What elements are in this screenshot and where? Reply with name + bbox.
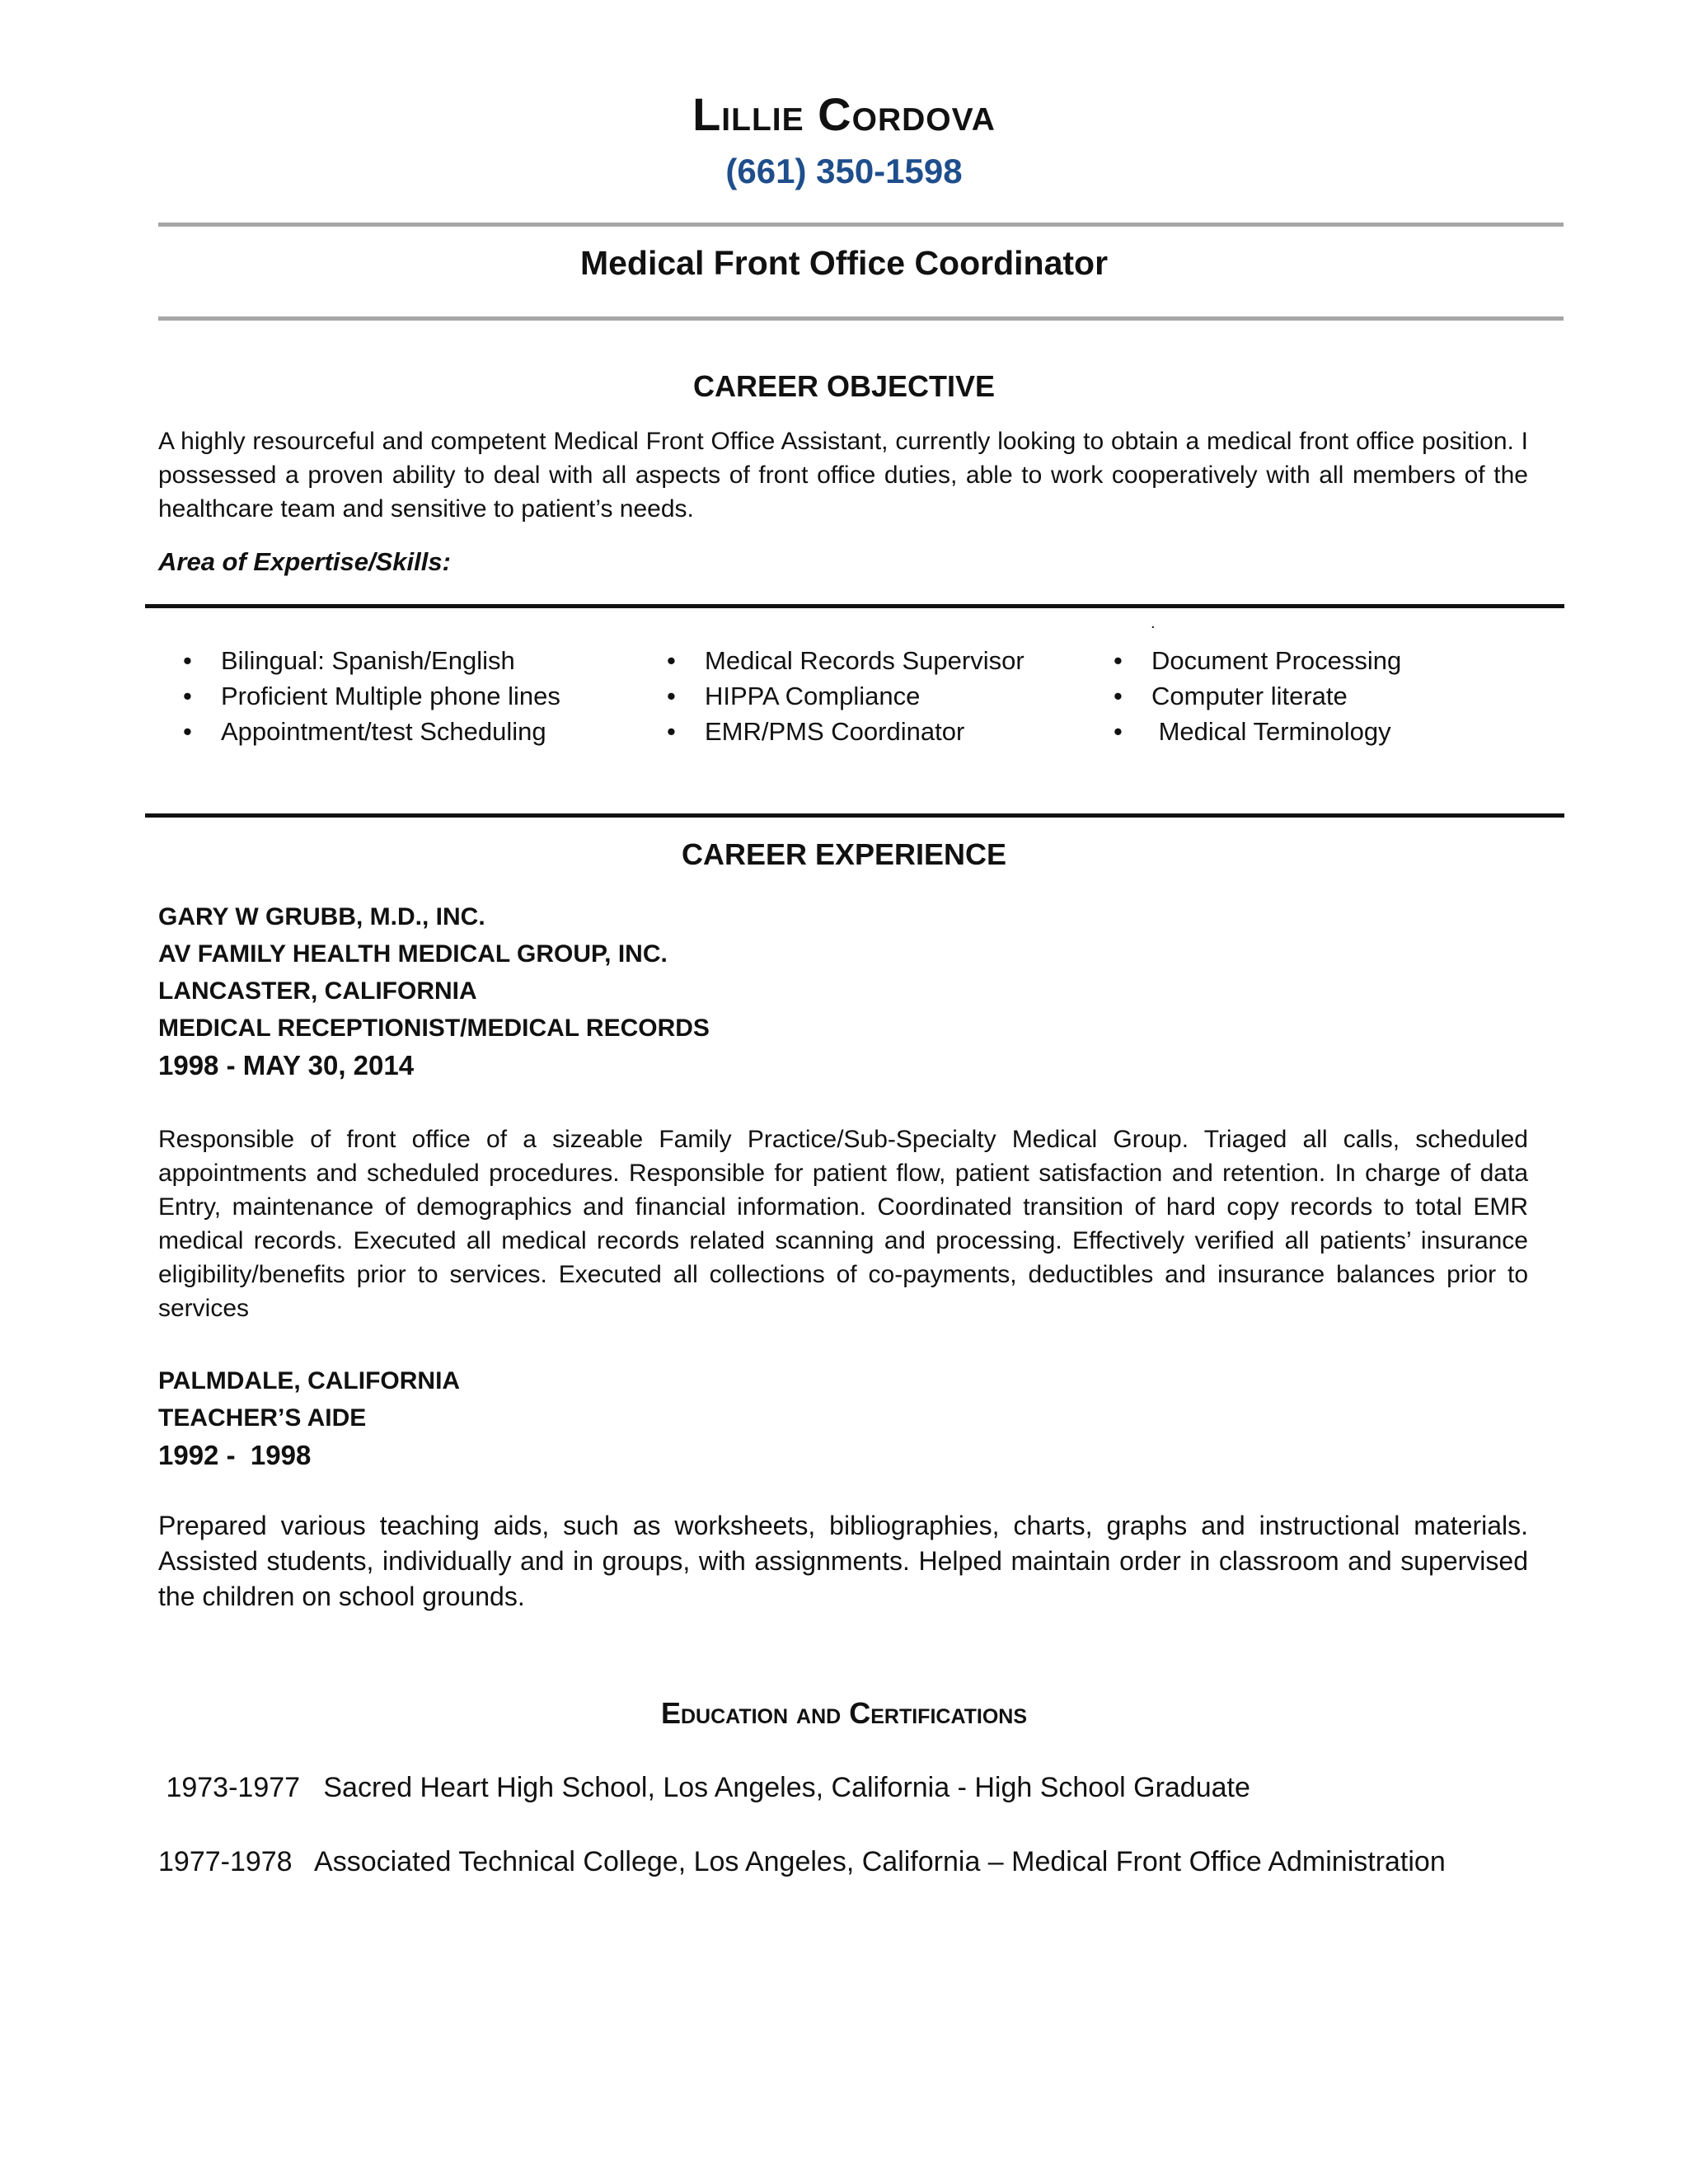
experience-heading: CAREER EXPERIENCE bbox=[681, 837, 1007, 871]
job-headline: Medical Front Office Coordinator bbox=[579, 244, 1109, 282]
list-item: • Proficient Multiple phone lines bbox=[183, 682, 560, 710]
job-dates: 1992 - 1998 bbox=[158, 1440, 312, 1470]
divider-line bbox=[158, 316, 1564, 321]
job-dates: 1998 - MAY 30, 2014 bbox=[158, 1050, 415, 1080]
objective-text: A highly resourceful and competent Medical Front Office Assistant, currently looking to obtain a medical front office position. I possessed a proven ability to deal with all aspects of front office duties, able to work cooperatively with all members of the healthcare team and sensitive to patient’s needs. bbox=[158, 428, 1528, 523]
education-entry: 1977-1978 Associated Technical College, Los Angeles, California – Medical Front Office Administration bbox=[158, 1846, 1446, 1877]
job-title: MEDICAL RECEPTIONIST/MEDICAL RECORDS bbox=[158, 1015, 710, 1042]
skills-column-3 bbox=[1114, 643, 1401, 749]
job-1-description: Responsible of front office of a sizeable Family Practice/Sub-Specialty Medical Group. Triaged all calls, scheduled appointments and scheduled procedures. Responsible for patient flow, patient satisfaction and retention. In charge of data Entry, maintenance of demographics and financial information. Coordinated transition of hard copy records to total EMR medical records. Executed all medical records related scanning and processing. Effectively verified all patients’ insurance eligibility/benefits prior to services. Executed all collections of co-payments, deductibles and insurance balances prior to services bbox=[158, 1126, 1528, 1322]
job-location: PALMDALE, CALIFORNIA bbox=[158, 1367, 461, 1394]
skills-label: Area of Expertise/Skills: bbox=[158, 547, 451, 576]
employer-group: AV FAMILY HEALTH MEDICAL GROUP, INC. bbox=[158, 940, 668, 968]
divider-line bbox=[145, 604, 1564, 608]
list-item: • Computer literate bbox=[1114, 682, 1348, 710]
divider-line bbox=[145, 813, 1564, 818]
skills-column-2 bbox=[667, 643, 1025, 749]
education-heading: Education and Certifications bbox=[660, 1696, 1028, 1730]
job-2-description: Prepared various teaching aids, such as worksheets, bibliographies, charts, graphs and instructional materials. Assisted students, individually and in groups, with assignments. Helped maintain order in classroom and supervised the children on school grounds. bbox=[158, 1511, 1528, 1611]
education-entry: 1973-1977 Sacred Heart High School, Los Angeles, California - High School Graduate bbox=[158, 1772, 1250, 1803]
list-item: • Appointment/test Scheduling bbox=[183, 717, 546, 746]
list-item: • Document Processing bbox=[1114, 646, 1402, 675]
job-location: LANCASTER, CALIFORNIA bbox=[158, 977, 477, 1005]
job-title: TEACHER’S AIDE bbox=[158, 1404, 367, 1432]
list-item: • Bilingual: Spanish/English bbox=[183, 646, 515, 675]
list-item: • Medical Records Supervisor bbox=[667, 646, 1025, 675]
job-1-header bbox=[158, 898, 710, 1084]
divider-line bbox=[158, 223, 1564, 227]
list-item: • Medical Terminology bbox=[1114, 717, 1391, 746]
list-item: • EMR/PMS Coordinator bbox=[667, 717, 965, 746]
applicant-name: Lillie Cordova bbox=[692, 88, 996, 140]
job-2-header bbox=[158, 1362, 460, 1474]
stray-mark: . bbox=[1151, 614, 1156, 632]
list-item: • HIPPA Compliance bbox=[667, 682, 921, 710]
employer-name: GARY W GRUBB, M.D., INC. bbox=[158, 903, 485, 930]
skills-column-1 bbox=[183, 643, 560, 749]
objective-heading: CAREER OBJECTIVE bbox=[692, 369, 996, 403]
phone-number: (661) 350-1598 bbox=[725, 152, 963, 190]
